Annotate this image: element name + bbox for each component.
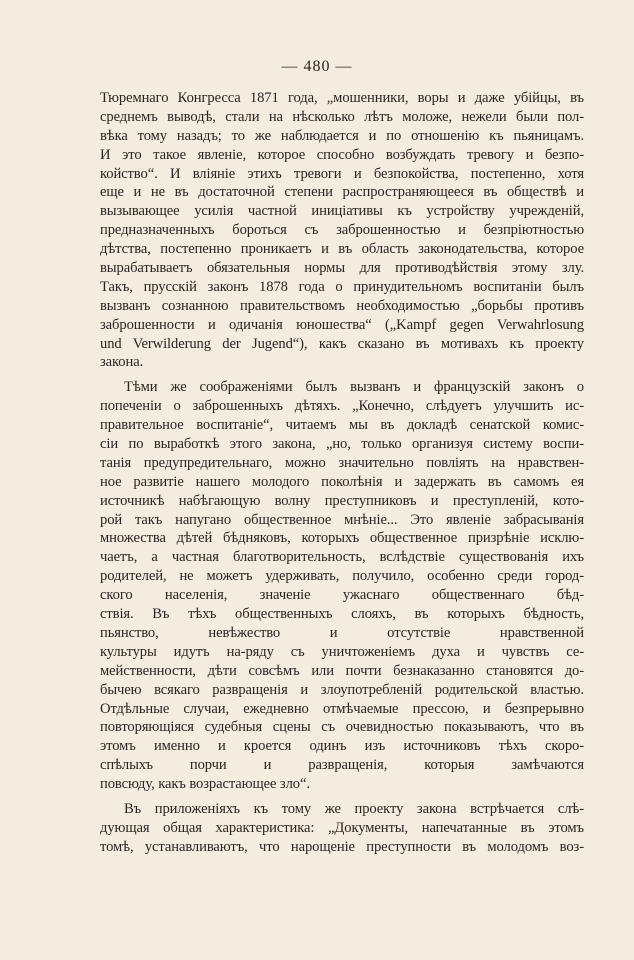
text-line: пьянство, невѣжество и отсутствіе нравственной xyxy=(100,624,584,641)
text-line: закона. xyxy=(100,354,144,371)
text-line: этомъ именно и кроется одинъ изъ источниковъ тѣхъ скоро- xyxy=(100,738,584,755)
text-line: заброшенности и одичанія юношества“ („Kampf gegen Verwahrlosung xyxy=(100,316,584,333)
text-line: рой такъ напугано общественное мнѣніе... Это явленіе забрасыванія xyxy=(100,511,584,528)
text-line: чаетъ, а частная благотворительность, вслѣдствіе существованія ихъ xyxy=(100,549,584,566)
text-line: повторяющіяся судебныя сцены съ очевидностью показываютъ, что въ xyxy=(100,719,584,736)
text-line: Отдѣльные случаи, ежедневно отмѣчаемые прессою, и безпрерывно xyxy=(100,700,584,717)
text-line: вырабатываетъ обязательныя нормы для противодѣйствія этому злу. xyxy=(100,260,584,277)
text-line: источникѣ набѣгающую волну преступниковъ и преступленій, кото- xyxy=(100,492,584,509)
text-line: спѣлыхъ порчи и развращенія, которыя замѣчаются xyxy=(100,757,584,774)
paragraph xyxy=(100,89,584,372)
text-line: Тюремнаго Конгресса 1871 года, „мошенники, воры и даже убійцы, въ xyxy=(100,90,584,106)
text-line: культуры идутъ на-ряду съ уничтоженіемъ духа и чувствъ се- xyxy=(100,643,584,660)
text-line: und Verwilderung der Jugend“), какъ сказано въ мотивахъ къ проекту xyxy=(100,335,584,352)
page-number: — 480 — xyxy=(281,58,353,75)
text-line: сіи по выработкѣ этого закона, „но, только организуя систему воспи- xyxy=(100,436,584,453)
text-line: Такъ, прусскій законъ 1878 года о принудительномъ воспитаніи былъ xyxy=(100,278,584,295)
text-line: предназначенныхъ бороться съ заброшенностью и безпріютностью xyxy=(100,222,584,239)
text-line: повсюду, какъ возрастающее зло“. xyxy=(100,776,310,793)
text-line: вызванъ сознанною правительствомъ необходимостью „борьбы противъ xyxy=(100,297,584,314)
text-line: томѣ, устанавливаютъ, что нарощеніе преступности въ молодомъ воз- xyxy=(100,838,584,855)
text-line: среднемъ выводѣ, стали на нѣсколько лѣтъ моложе, нежели были пол- xyxy=(100,108,584,125)
text-line: ствія. Въ тѣхъ общественныхъ слояхъ, въ которыхъ бѣдность, xyxy=(100,606,584,623)
text-line: родителей, не можетъ удерживать, получило, особенно среди город- xyxy=(100,568,584,585)
text-line: Тѣми же соображеніями былъ вызванъ и французскій законъ о xyxy=(124,379,584,396)
text-line: вѣка тому назадъ; то же наблюдается и по отношенію къ пьяницамъ. xyxy=(100,127,584,144)
paragraph xyxy=(100,800,584,857)
text-line: дующая общая характеристика: „Документы, напечатанные въ этомъ xyxy=(100,819,584,836)
text-line: дѣтства, постепенно проникаетъ и въ область законодательства, которое xyxy=(100,241,584,258)
text-line: мейственности, дѣти совсѣмъ или почти безнаказанно становятся до- xyxy=(100,662,584,679)
text-line: правительное воспитаніе“, читаемъ мы въ докладѣ сенатской комис- xyxy=(100,417,584,434)
text-line: вызывающее усилія частной иниціативы къ устройству учрежденій, xyxy=(100,203,584,220)
text-line: бычею всякаго развращенія и злоупотребленій родительской властью. xyxy=(100,681,584,698)
text-line: попеченіи о заброшенныхъ дѣтяхъ. „Конечно, слѣдуетъ улучшить ис- xyxy=(100,398,584,415)
text-line: множества дѣтей бѣдняковъ, которыхъ общественное призрѣніе исклю- xyxy=(100,530,584,547)
text-line: танія предупредительнаго, можно значительно повліять на нравствен- xyxy=(100,454,584,471)
text-line: еще и не въ достаточной степени распространяющееся въ обществѣ и xyxy=(100,184,584,201)
paragraph xyxy=(100,378,584,794)
text-line: Въ приложеніяхъ къ тому же проекту закона встрѣчается слѣ- xyxy=(124,800,584,817)
text-line: И это такое явленіе, которое способно возбуждать тревогу и безпо- xyxy=(100,146,584,163)
text-line: ского населенія, значеніе ужаснаго общественнаго бѣд- xyxy=(100,587,584,604)
text-line: койство“. И вліяніе этихъ тревоги и безпокойства, постепенно, хотя xyxy=(100,165,584,182)
text-line: ное развитіе нашего молодого поколѣнія и задержать въ самомъ ея xyxy=(100,473,584,490)
body-text xyxy=(100,89,584,857)
